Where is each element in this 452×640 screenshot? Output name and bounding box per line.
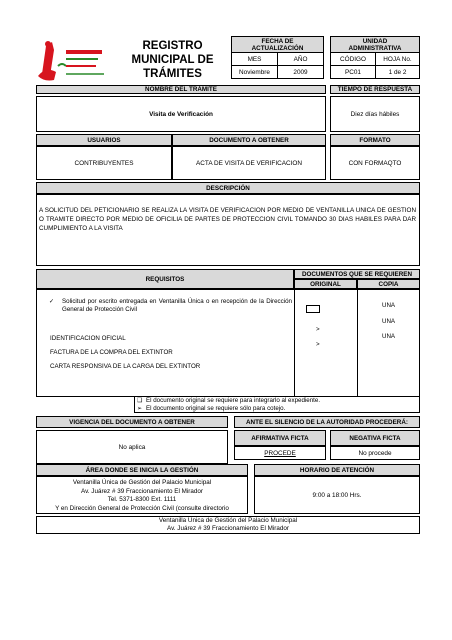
footer-box — [36, 516, 420, 534]
arrow-bullet-icon: ➢ — [137, 406, 143, 412]
tiempo-respuesta-label: TIEMPO DE RESPUESTA — [330, 85, 420, 94]
original-mark: > — [316, 326, 320, 333]
copia-value: UNA — [382, 318, 396, 325]
formato-label: FORMATO — [330, 134, 420, 146]
area-line: Av. Juárez # 39 Fraccionamiento El Mirador — [81, 487, 203, 495]
codigo-label: CÓDIGO — [330, 52, 376, 66]
documentos-requeridos-label: DOCUMENTOS QUE SE REQUIEREN — [294, 269, 420, 279]
usuarios-label: USUARIOS — [36, 134, 172, 146]
hoja-label: HOJA No. — [375, 52, 420, 66]
descripcion-text: A SOLICITUD DEL PETICIONARIO SE REALIZA LA VISITA DE VERIFICACION POR MEDIO DE VENTANILLA UNICA DE GESTION O TRAMITE DIRECTO POR MEDIO DE OFICILIA DE PARTES DE PROTECCION CIVIL TOMANDO 30 DIAS HABILES PARA DAR CUMPLIMIENTO A LA VISITA — [39, 207, 416, 232]
afirmativa-value — [234, 446, 326, 460]
mes-label: MES — [231, 52, 278, 66]
silencio-label: ANTE EL SILENCIO DE LA AUTORIDAD PROCEDERÁ: — [234, 416, 420, 428]
unidad-label: UNIDAD ADMINISTRATIVA — [330, 36, 420, 53]
requisito-item: Solicitud por escrito entregada en Ventanilla Única o en recepción de la Dirección General de Protección Civil — [62, 298, 292, 313]
acolman-logo-icon — [36, 36, 108, 86]
negativa-value: No procede — [330, 446, 420, 460]
footer-line: Ventanilla Única de Gestión del Palacio Municipal — [158, 517, 298, 524]
area-line: Y en Dirección General de Protección Civil (consulte directorio — [55, 504, 229, 512]
usuarios-value: CONTRIBUYENTES — [36, 146, 172, 180]
copia-value: UNA — [382, 302, 396, 309]
original-mark: > — [316, 341, 320, 348]
area-line: Ventanilla Única de Gestión del Palacio Municipal — [72, 479, 212, 486]
anio-value: 2009 — [277, 65, 324, 79]
tiempo-respuesta-value: Diez días hábiles — [330, 96, 420, 132]
anio-label: AÑO — [277, 52, 324, 66]
requisitos-label: REQUISITOS — [36, 269, 294, 289]
fecha-label: FECHA DE ACTUALIZACIÓN — [231, 36, 324, 53]
requisito-item: CARTA RESPONSIVA DE LA CARGA DEL EXTINTOR — [50, 363, 201, 370]
hoja-value: 1 de 2 — [375, 65, 420, 79]
copia-label: COPIA — [357, 279, 420, 289]
original-label: ORIGINAL — [294, 279, 357, 289]
title-box — [114, 35, 231, 85]
logo — [36, 36, 108, 86]
afirmativa-label: AFIRMATIVA FICTA — [234, 430, 326, 446]
formato-value: CON FORMAQTO — [330, 146, 420, 180]
note-original-cotejo: El documento original se requiere sólo para cotejo. — [146, 405, 286, 412]
original-checkbox[interactable] — [306, 305, 320, 313]
requisito-item: IDENTIFICACION OFICIAL — [50, 335, 126, 342]
procede-text: PROCEDE — [264, 449, 296, 457]
square-bullet-icon: ❑ — [137, 398, 143, 404]
descripcion-label: DESCRIPCIÓN — [36, 182, 420, 194]
descripcion-box — [36, 194, 420, 266]
page-title: REGISTRO MUNICIPAL DE TRÁMITES — [131, 40, 214, 80]
horario-value: 9:00 a 18:00 Hrs. — [254, 476, 420, 514]
requisito-item: FACTURA DE LA COMPRA DEL EXTINTOR — [50, 349, 173, 356]
negativa-label: NEGATIVA FICTA — [330, 430, 420, 446]
documento-obtener-value: ACTA DE VISITA DE VERIFICACION — [172, 146, 326, 180]
vigencia-label: VIGENCIA DEL DOCUMENTO A OBTENER — [36, 416, 228, 428]
codigo-value: PC01 — [330, 65, 376, 79]
check-icon: ✓ — [49, 298, 55, 305]
documento-obtener-label: DOCUMENTO A OBTENER — [172, 134, 326, 146]
copia-value: UNA — [382, 333, 396, 340]
mes-value: Noviembre — [231, 65, 278, 79]
area-value — [36, 476, 248, 514]
horario-label: HORARIO DE ATENCIÓN — [254, 464, 420, 476]
area-line: Tel. 5371-8300 Ext. 1111 — [107, 496, 177, 503]
area-label: ÁREA DONDE SE INICIA LA GESTIÓN — [36, 464, 248, 476]
nombre-tramite-label: NOMBRE DEL TRÁMITE — [36, 85, 326, 94]
footer-line: Av. Juárez # 39 Fraccionamiento El Mirador — [167, 525, 289, 532]
nombre-tramite-value: Visita de Verificación — [36, 96, 326, 132]
vigencia-value: No aplica — [36, 430, 228, 464]
note-original-integrar: El documento original se requiere para integrarlo al expediente. — [146, 397, 321, 404]
